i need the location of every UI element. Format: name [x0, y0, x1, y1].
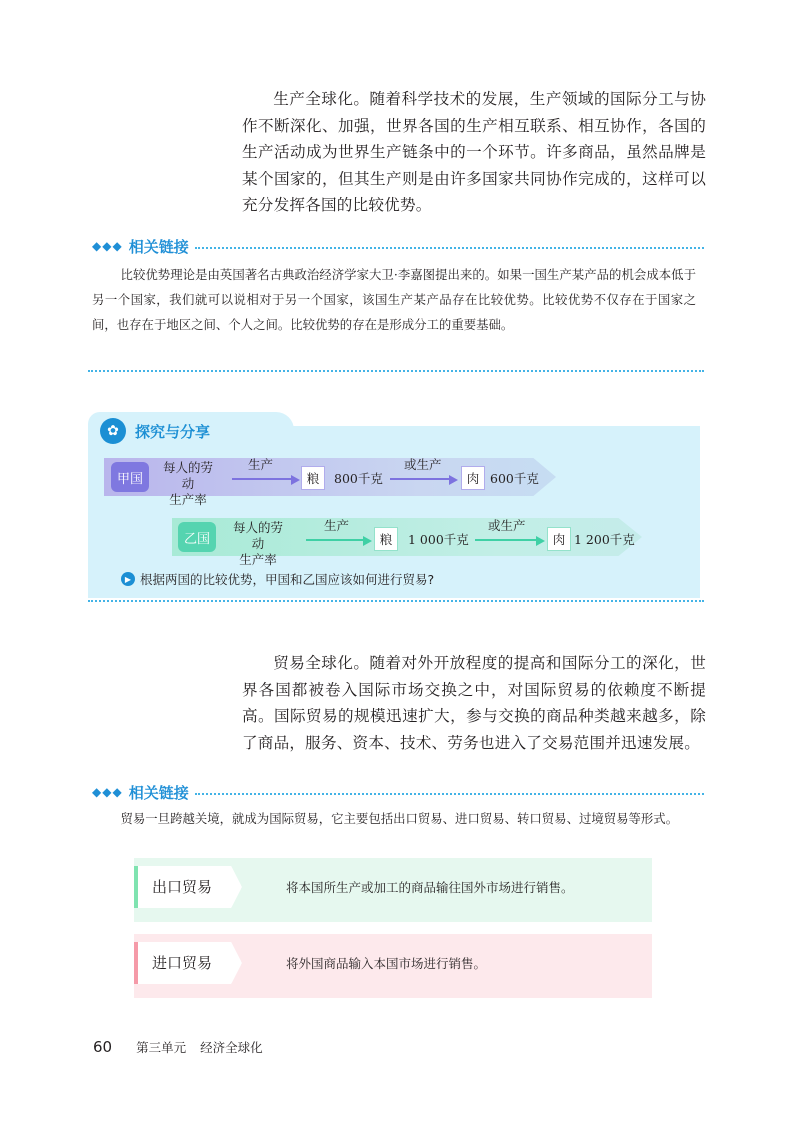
arrow-a2	[390, 478, 450, 480]
grain-box-b: 粮	[374, 527, 398, 551]
diamond-icon: ◆◆◆	[92, 239, 123, 253]
grain-box-a: 粮	[301, 466, 325, 490]
related-link-text: 比较优势理论是由英国著名古典政治经济学家大卫·李嘉图提出来的。如果一国生产某产品的机会成本低于另一个国家，我们就可以说相对于另一个国家，该国生产某产品存在比较优势。比较优势不仅存在于国家之间，也存在于地区之间、个人之间。比较优势的存在是形成分工的重要基础。	[92, 267, 696, 332]
grain-qty-b: 1 000千克	[408, 532, 469, 547]
card-stripe	[134, 942, 138, 984]
footer-title: 经济全球化	[200, 1040, 263, 1055]
meat-qty-a: 600千克	[490, 471, 539, 486]
country-a-badge: 甲国	[111, 462, 149, 492]
or-produce-label-b: 或生产	[488, 518, 526, 533]
export-trade-card	[134, 858, 652, 922]
page-footer	[93, 1038, 263, 1056]
related-link-title: 相关链接	[128, 783, 189, 802]
footer-unit: 第三单元	[136, 1040, 187, 1055]
grain-qty-a: 800千克	[334, 471, 383, 486]
produce-label-b: 生产	[324, 518, 350, 533]
arrow-b2	[475, 539, 537, 541]
paragraph-production-globalization: 生产全球化。随着科学技术的发展，生产领域的国际分工与协作不断深化、加强，世界各国的生产相互联系、相互协作，各国的生产活动成为世界生产链条中的一个环节。许多商品，虽然品牌是某个国家的，但其生产则是由许多国家共同协作完成的，这样可以充分发挥各国的比较优势。	[242, 90, 706, 214]
related-link-text: 贸易一旦跨越关境，就成为国际贸易，它主要包括出口贸易、进口贸易、转口贸易、过境贸易等形式。	[120, 811, 679, 826]
card-stripe	[134, 866, 138, 908]
or-produce-label-a: 或生产	[404, 457, 442, 472]
export-trade-label: 出口贸易	[152, 878, 213, 896]
dotted-divider	[195, 247, 704, 249]
page-number: 60	[93, 1038, 113, 1056]
explore-header	[100, 418, 210, 444]
related-link-header	[92, 236, 704, 256]
meat-qty-b: 1 200千克	[574, 532, 635, 547]
arrow-a1	[232, 478, 292, 480]
related-link-header	[92, 782, 704, 802]
section-divider	[88, 370, 704, 372]
play-icon: ▶	[121, 572, 135, 586]
explore-title: 探究与分享	[135, 422, 211, 441]
diamond-icon: ◆◆◆	[92, 785, 123, 799]
produce-label-a: 生产	[248, 457, 274, 472]
meat-box-a: 肉	[461, 466, 485, 490]
country-b-badge: 乙国	[178, 522, 216, 552]
paragraph-trade-globalization: 贸易全球化。随着对外开放程度的提高和国际分工的深化，世界各国都被卷入国际市场交换之中，对国际贸易的依赖度不断提高。国际贸易的规模迅速扩大，参与交换的商品种类越来越多，除了商品，服务、资本、技术、劳务也进入了交易范围并迅速发展。	[242, 654, 706, 752]
section-divider	[88, 600, 704, 602]
explore-icon: ✿	[100, 418, 126, 444]
rate-label-b: 每人的劳动 生产率	[232, 520, 283, 567]
import-trade-label: 进口贸易	[152, 954, 213, 972]
dotted-divider	[195, 793, 704, 795]
explore-question: ▶ 根据两国的比较优势，甲国和乙国应该如何进行贸易?	[121, 570, 434, 588]
export-trade-desc: 将本国所生产或加工的商品输往国外市场进行销售。	[286, 880, 574, 895]
rate-label-a: 每人的劳动 生产率	[162, 460, 213, 507]
related-link-title: 相关链接	[128, 237, 189, 256]
meat-box-b: 肉	[547, 527, 571, 551]
import-trade-card	[134, 934, 652, 998]
import-trade-desc: 将外国商品输入本国市场进行销售。	[286, 956, 487, 971]
arrow-b1	[306, 539, 364, 541]
